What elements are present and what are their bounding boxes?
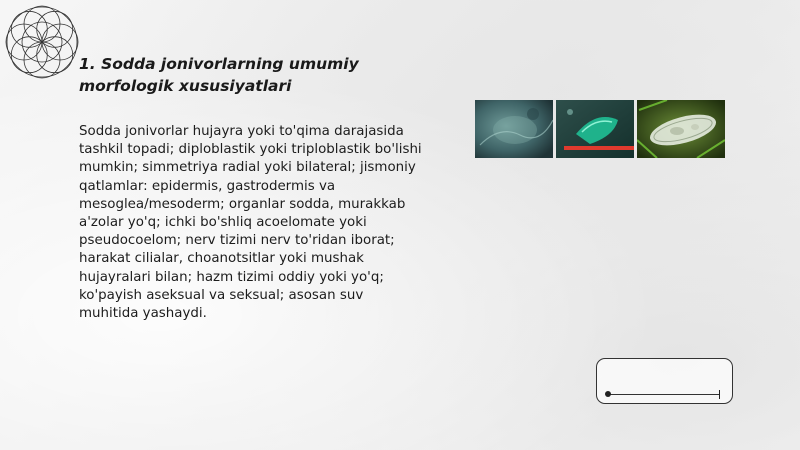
microscope-image-icon <box>637 100 725 158</box>
microscope-image-icon <box>475 100 553 158</box>
progress-end-marker <box>719 390 720 399</box>
progress-knob[interactable] <box>605 391 611 397</box>
microscope-image-3 <box>637 100 725 158</box>
slide-title: 1. Sodda jonivorlarning umumiy morfologik xususiyatlari <box>79 55 359 95</box>
progress-track[interactable] <box>608 394 720 395</box>
media-player[interactable] <box>596 358 733 404</box>
microscope-image-icon <box>556 100 634 158</box>
circular-ornament-logo-icon <box>4 4 80 80</box>
slide-body-text: Sodda jonivorlar hujayra yoki to'qima darajasida tashkil topadi; diploblastik yoki triploblastik bo'lishi mumkin; simmetriya radial yoki bilateral; jismoniy qatlamlar: epidermis, gastrodermis va mesoglea/mesoderm; organlar sodda, murakkab a'zolar yo'q; ichki bo'shliq acoelomate yoki pseudocoelom; nerv tizimi nerv to'ridan iborat; harakat cilialar, choanotsitlar yoki mushak hujayralari bilan; hazm tizimi oddiy yoki yo'q; ko'payish aseksual va seksual; asosan suv muhitida yashaydi. <box>79 124 422 322</box>
microscope-image-1 <box>475 100 553 158</box>
microscope-image-2 <box>556 100 634 158</box>
